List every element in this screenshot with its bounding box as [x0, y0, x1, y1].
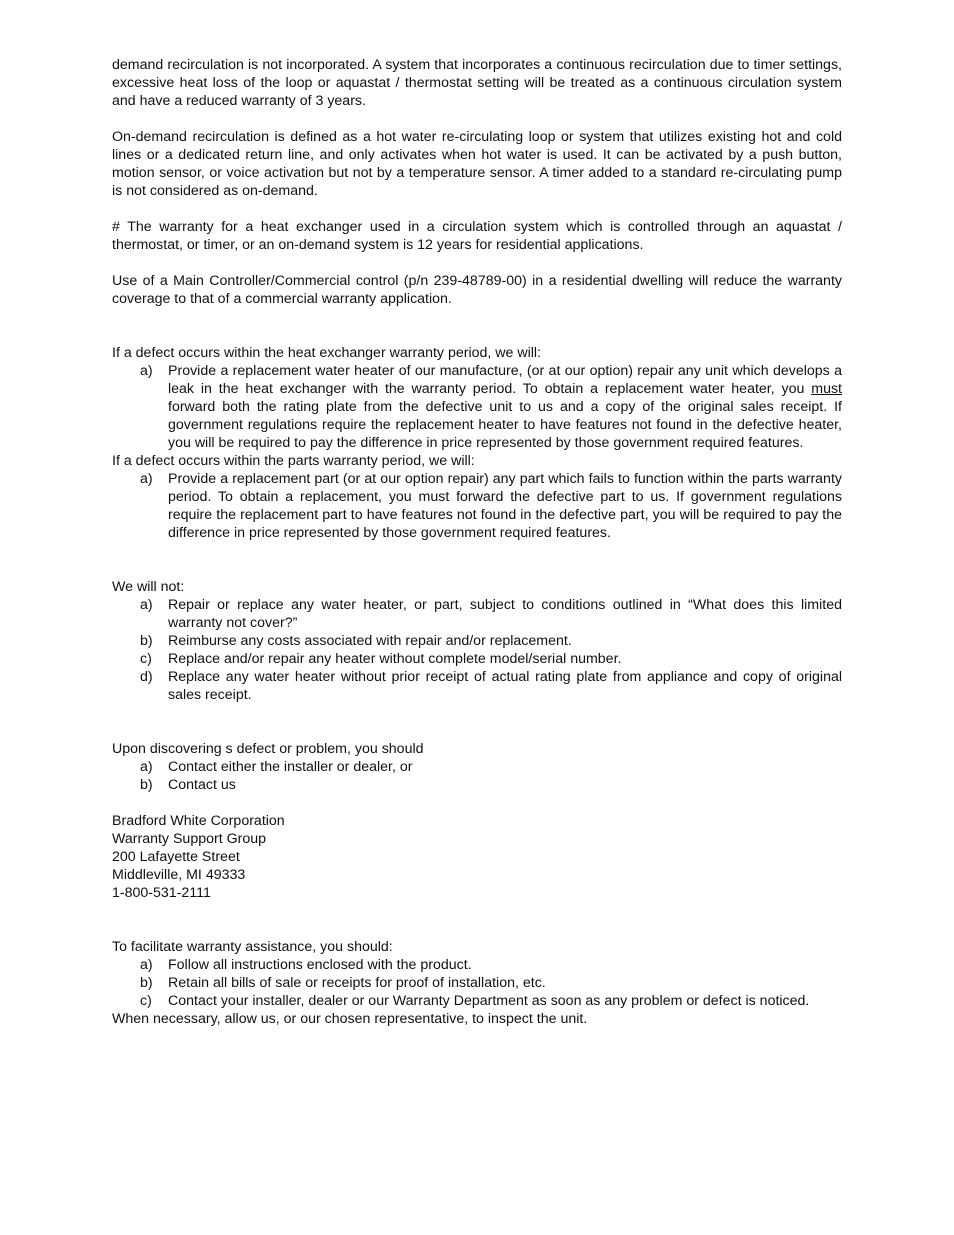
recirculation-paragraph: demand recirculation is not incorporated. A system that incorporates a continuous recirculation due to timer settings, excessive heat loss of the loop or aquastat / thermostat setting will be treated as a continuous circulation system and have a reduced warranty of 3 years.: [112, 57, 842, 109]
list-marker: d): [140, 669, 153, 685]
discover-list: [112, 758, 842, 794]
discover-lead: Upon discovering s defect or problem, you should: [112, 741, 424, 757]
facilitate-list: [112, 956, 842, 1010]
list-item: [112, 668, 842, 704]
list-marker: a): [140, 363, 153, 379]
address-block: [112, 812, 842, 902]
street-address: 200 Lafayette Street: [112, 849, 240, 865]
list-item-text: Contact either the installer or dealer, or: [168, 759, 413, 775]
list-item-text: Replace any water heater without prior receipt of actual rating plate from appliance and copy of original sales receipt.: [168, 669, 842, 703]
heat-exchanger-note-paragraph: # The warranty for a heat exchanger used in a circulation system which is controlled through an aquastat / thermostat, or timer, or an on-demand system is 12 years for residential applications.: [112, 219, 842, 253]
facilitate-closing: When necessary, allow us, or our chosen representative, to inspect the unit.: [112, 1011, 588, 1027]
list-item-text: Follow all instructions enclosed with the product.: [168, 957, 472, 973]
list-marker: a): [140, 957, 153, 973]
list-item-text: Provide a replacement part (or at our option repair) any part which fails to function within the parts warranty period. To obtain a replacement, you must forward the defective part to us. If government regulations require the replacement part to have features not found in the defective part, you will be required to pay the difference in price represented by those government required features.: [168, 471, 842, 541]
list-item: [112, 776, 842, 794]
list-item: [112, 650, 842, 668]
list-item: [112, 470, 842, 542]
list-item-text: Replace and/or repair any heater without complete model/serial number.: [168, 651, 622, 667]
will-not-lead: We will not:: [112, 579, 185, 595]
list-item-text: Reimburse any costs associated with repair and/or replacement.: [168, 633, 572, 649]
list-marker: c): [140, 993, 152, 1009]
parts-lead: If a defect occurs within the parts warranty period, we will:: [112, 453, 475, 469]
emphasis-must: must: [811, 381, 842, 397]
list-item-text: Contact us: [168, 777, 236, 793]
city-state-zip: Middleville, MI 49333: [112, 867, 246, 883]
phone-number: 1-800-531-2111: [112, 885, 211, 901]
list-item: [112, 956, 842, 974]
list-item: [112, 596, 842, 632]
list-marker: a): [140, 759, 153, 775]
list-item: [112, 362, 842, 452]
list-item: [112, 974, 842, 992]
list-item-text: Retain all bills of sale or receipts for proof of installation, etc.: [168, 975, 546, 991]
heat-exchanger-list: [112, 362, 842, 452]
department-name: Warranty Support Group: [112, 831, 267, 847]
list-item: [112, 632, 842, 650]
list-marker: b): [140, 633, 153, 649]
on-demand-definition-paragraph: On-demand recirculation is defined as a hot water re-circulating loop or system that utilizes existing hot and cold lines or a dedicated return line, and only activates when hot water is used. It can be activated by a push button, motion sensor, or voice activation but not by a temperature sensor. A timer added to a standard re-circulating pump is not considered as on-demand.: [112, 129, 842, 199]
heat-exchanger-lead: If a defect occurs within the heat exchanger warranty period, we will:: [112, 345, 541, 361]
list-item: [112, 758, 842, 776]
list-item-text: Repair or replace any water heater, or part, subject to conditions outlined in “What does this limited warranty not cover?”: [168, 597, 842, 631]
list-marker: c): [140, 651, 152, 667]
parts-list: [112, 470, 842, 542]
will-not-list: [112, 596, 842, 704]
list-item-text-continued: forward both the rating plate from the defective unit to us and a copy of the original sales receipt. If government regulations require the replacement heater to have features not found in the defective heater, you will be required to pay the difference in price represented by those government required features.: [168, 399, 842, 451]
company-name: Bradford White Corporation: [112, 813, 285, 829]
main-controller-paragraph: Use of a Main Controller/Commercial control (p/n 239-48789-00) in a residential dwelling will reduce the warranty coverage to that of a commercial warranty application.: [112, 273, 842, 307]
list-item: [112, 992, 842, 1010]
list-marker: a): [140, 471, 153, 487]
list-marker: b): [140, 975, 153, 991]
list-item-text: Provide a replacement water heater of our manufacture, (or at our option) repair any unit which develops a leak in the heat exchanger with the warranty period. To obtain a replacement water heater, you: [168, 363, 842, 397]
list-item-text: Contact your installer, dealer or our Warranty Department as soon as any problem or defect is noticed.: [168, 993, 810, 1009]
list-marker: b): [140, 777, 153, 793]
facilitate-lead: To facilitate warranty assistance, you should:: [112, 939, 393, 955]
warranty-document-page: [112, 56, 842, 1028]
list-marker: a): [140, 597, 153, 613]
